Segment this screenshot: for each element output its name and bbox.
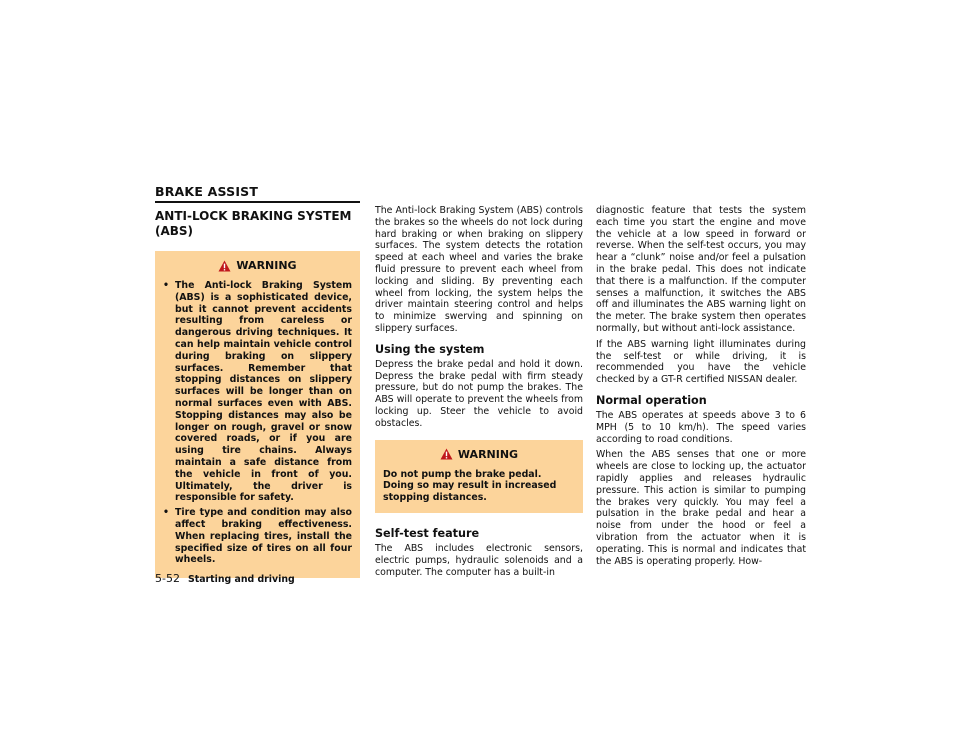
using-system-paragraph: Depress the brake pedal and hold it down. Depress the brake pedal with firm steady pressure, but do not pump the brakes. The ABS will operate to prevent the wheels from locking up. Steer the vehicle to avoid obstacles. xyxy=(375,358,583,429)
warning-header xyxy=(163,259,352,272)
bullet-dot: • xyxy=(163,280,169,291)
normal-operation-paragraph-1: The ABS operates at speeds above 3 to 6 MPH (5 to 10 km/h). The speed varies according to road conditions. xyxy=(596,409,806,445)
column-left xyxy=(155,205,360,578)
normal-operation-paragraph-2: When the ABS senses that one or more wheels are close to locking up, the actuator rapidly applies and releases hydraulic pressure. This action is similar to pumping the brakes very quickly. You may feel a pulsation in the brake pedal and hear a noise from under the hood or feel a vibration from the actuator when it is operating. This is normal and indicates that the ABS is operating properly. How- xyxy=(596,449,806,567)
warning-box-pedal xyxy=(375,440,583,513)
bullet-text: Tire type and condition may also affect braking effectiveness. When replacing tires, install the specified size of tires on all four wheels. xyxy=(175,507,352,566)
warning-bullet-item xyxy=(163,507,352,566)
warning-box-abs xyxy=(155,251,360,578)
subtitle-using-system: Using the system xyxy=(375,342,485,356)
chapter-name: Starting and driving xyxy=(187,574,295,585)
abs-intro-paragraph: The Anti-lock Braking System (ABS) controls the brakes so the wheels do not lock during hard braking or when braking on slippery surfaces. The system detects the rotation speed at each wheel and varies the brake fluid pressure to prevent each wheel from locking and sliding. By preventing each wheel from locking, the system helps the driver maintain steering control and helps to minimize swerving and spinning on slippery surfaces. xyxy=(375,205,583,334)
column-middle xyxy=(375,205,583,582)
subtitle-self-test: Self-test feature xyxy=(375,526,480,540)
section-title-abs: ANTI-LOCK BRAKING SYSTEM (ABS) xyxy=(155,209,352,238)
warning-bullet-list xyxy=(163,280,352,566)
header-rule xyxy=(155,201,360,203)
page-header-title: BRAKE ASSIST xyxy=(155,184,259,199)
warning-label: WARNING xyxy=(457,447,519,461)
bullet-dot: • xyxy=(163,507,169,519)
warning-text: Do not pump the brake pedal. Doing so may result in increased stopping distances. xyxy=(383,468,557,504)
column-right xyxy=(596,205,806,571)
bullet-text: The Anti-lock Braking System (ABS) is a sophisticated device, but it cannot prevent accidents resulting from careless or dangerous driving techniques. It can help maintain vehicle control during braking on slippery surfaces. Remember that stopping distances on slippery surfaces will be longer than on normal surfaces even with ABS. Stopping distances may also be longer on rough, gravel or snow covered roads, or if you are using tire chains. Always maintain a safe distance from the vehicle in front of you. Ultimately, the driver is responsible for safety. xyxy=(175,280,352,504)
warning-label: WARNING xyxy=(236,259,297,272)
warning-light-paragraph: If the ABS warning light illuminates during the self-test or while driving, it is recommended you have the vehicle checked by a GT-R certified NISSAN dealer. xyxy=(596,338,806,386)
self-test-continued-paragraph: diagnostic feature that tests the system each time you start the engine and move the vehicle at a low speed in forward or reverse. When the self-test occurs, you may hear a “clunk” noise and/or feel a pulsation in the brake pedal. This does not indicate that there is a malfunction. If the computer senses a malfunction, it switches the ABS off and illuminates the ABS warning light on the meter. The brake system then operates normally, but without anti-lock assistance. xyxy=(596,205,806,334)
page-footer xyxy=(155,572,295,585)
self-test-paragraph: The ABS includes electronic sensors, electric pumps, hydraulic solenoids and a computer. The computer has a built-in xyxy=(375,542,583,578)
page-number: 5-52 xyxy=(155,572,180,585)
subtitle-normal-operation: Normal operation xyxy=(596,393,707,407)
warning-bullet-item xyxy=(163,280,352,504)
warning-triangle-icon xyxy=(440,448,453,460)
warning-header xyxy=(383,448,575,461)
warning-triangle-icon xyxy=(218,260,231,272)
